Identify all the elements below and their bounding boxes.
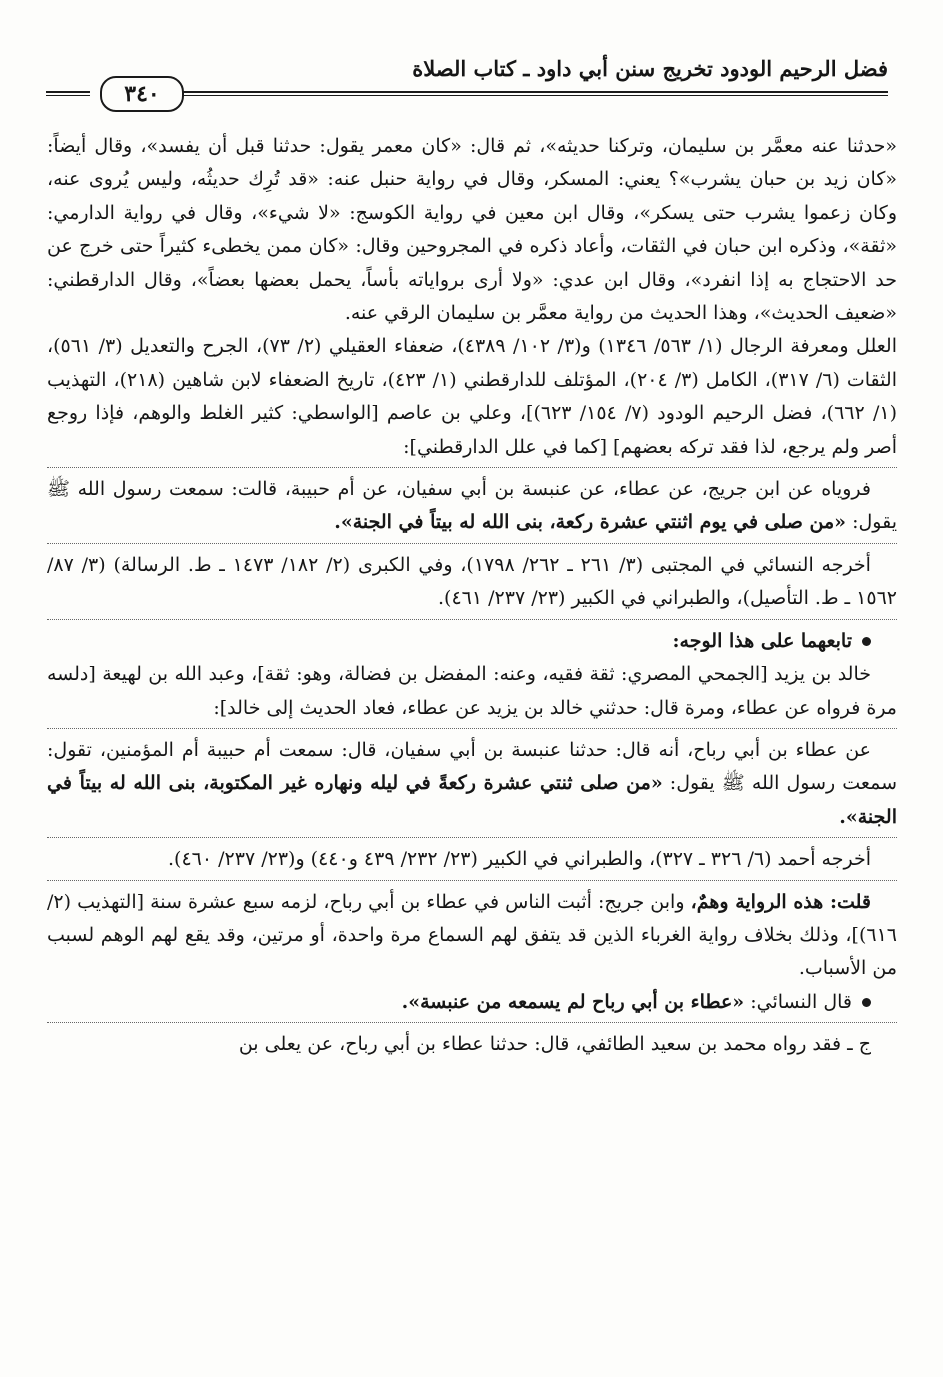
paragraph-comment [47,886,897,986]
comment-text: وابن جريج: أثبت الناس في عطاء بن أبي رباح، لزمه سبع عشرة سنة [التهذيب (٢/ ٦١٦)]، وذلك بخلاف رواية الغرباء الذين قد يتفق لهم السماع مرة واحدة، أو مرتين، وقد يقع لهم الوهم لسبب من الأسباب. [47,890,897,980]
bullet-icon [862,637,871,646]
comment-lead: قلت: هذه الرواية وهمٌ، [690,890,871,913]
bullet-nasai [47,986,897,1019]
separator [47,619,897,620]
paragraph-takhrij-1: أخرجه النسائي في المجتبى (٣/ ٢٦١ ـ ٢٦٢/ ١٧٩٨)، وفي الكبرى (٢/ ١٨٢/ ١٤٧٣ ـ ط. الرسالة) (٣/ ٨٧/ ١٥٦٢ ـ ط. التأصيل)، والطبراني في الكبير (٢٣/ ٢٣٧/ ٤٦١). [47,553,897,610]
separator [47,1022,897,1023]
separator [47,728,897,729]
running-head: فضل الرحيم الودود تخريج سنن أبي داود ـ كتاب الصلاة [412,56,888,81]
paragraph-narrator-criticism: «حدثنا عنه معمَّر بن سليمان، وتركنا حديثه»، ثم قال: «كان معمر يقول: حدثنا قبل أن يفسد»، وقال أيضاً: «كان زيد بن حبان يشرب»؟ يعني: المسكر، وقال في رواية حنبل عنه: «قد تُرِك حديثُه، وليس يُروى عنه، وكان زعموا يشرب حتى يسكر»، وقال ابن معين في رواية الكوسج: «لا شيء»، وقال في رواية الدارمي: «ثقة»، وذكره ابن حبان في الثقات، وأعاد ذكره في المجروحين وقال: «كان ممن يخطىء كثيراً حتى خرج عن حد الاحتجاج به إذا انفرد»، وقال ابن عدي: «ولا أرى برواياته بأساً، يحمل بعضها بعضاً»، وقال الدارقطني: «ضعيف الحديث»، وهذا الحديث من رواية معمَّر بن سليمان الرقي عنه. [47,135,897,325]
hadith-chain: فروياه عن ابن جريج، عن عطاء، عن عنبسة بن أبي سفيان، عن أم حبيبة، قالت: سمعت رسول الله ﷺ يقول: [47,478,897,534]
page-number: ٣٤٠ [100,76,184,112]
nasai-quote: «عطاء بن أبي رباح لم يسمعه من عنبسة». [401,990,745,1013]
paragraph-references: العلل ومعرفة الرجال (١/ ٥٦٣/ ١٣٤٦) و(٣/ ١٠٢/ ٤٣٨٩)، ضعفاء العقيلي (٢/ ٧٣)، الجرح والتعديل (٣/ ٥٦١)، الثقات (٦/ ٣١٧)، الكامل (٣/ ٢٠٤)، المؤتلف للدارقطني (١/ ٤٢٣)، تاريخ الضعفاء لابن شاهين (٢١٨)، التهذيب (١/ ٦٦٢)، فضل الرحيم الودود (٧/ ١٥٤/ ٦٢٣)]، وعلي بن عاصم [الواسطي: كثير الغلط والوهم، فإذا روجع أصر ولم يرجع، لذا فقد تركه بعضهم] [كما في علل الدارقطني]: [47,335,897,458]
paragraph-followers: خالد بن يزيد [الجمحي المصري: ثقة فقيه، وعنه: المفضل بن فضالة، وهو: ثقة]، وعبد الله بن لهيعة [دلسه مرة فرواه عن عطاء، ومرة قال: حدثني خالد بن يزيد عن عطاء، فعاد الحديث إلى خالد]: [47,663,897,719]
bullet-heading [47,625,897,658]
hadith-text: «من صلى في يوم اثنتي عشرة ركعة، بنى الله له بيتاً في الجنة». [334,511,847,534]
page-body [47,130,897,1062]
page-header [46,56,888,114]
paragraph-section-jim: ج ـ فقد رواه محمد بن سعيد الطائفي، قال: حدثنا عطاء بن أبي رباح، عن يعلى بن [238,1033,871,1056]
paragraph-hadith-2 [47,734,897,834]
separator [47,467,897,468]
paragraph-hadith-1 [47,473,897,540]
bullet-heading-text: تابعهما على هذا الوجه: [672,629,852,652]
bullet-icon [862,998,871,1007]
header-rule-right [182,91,888,96]
separator [47,837,897,838]
separator [47,543,897,544]
separator [47,880,897,881]
nasai-text: قال النسائي: [744,990,852,1013]
hadith-text: «من صلى ثنتي عشرة ركعةً في ليله ونهاره غير المكتوبة، بنى الله له بيتاً في الجنة». [47,772,897,828]
paragraph-takhrij-2: أخرجه أحمد (٦/ ٣٢٦ ـ ٣٢٧)، والطبراني في الكبير (٢٣/ ٢٣٢/ ٤٣٩ و٤٤٠) و(٢٣/ ٢٣٧/ ٤٦٠). [168,848,871,871]
header-rule-left [46,91,90,96]
hadith-chain: عن عطاء بن أبي رباح، أنه قال: حدثنا عنبسة بن أبي سفيان، قال: سمعت أم حبيبة أم المؤمنين، تقول: سمعت رسول الله ﷺ يقول: [47,738,897,795]
